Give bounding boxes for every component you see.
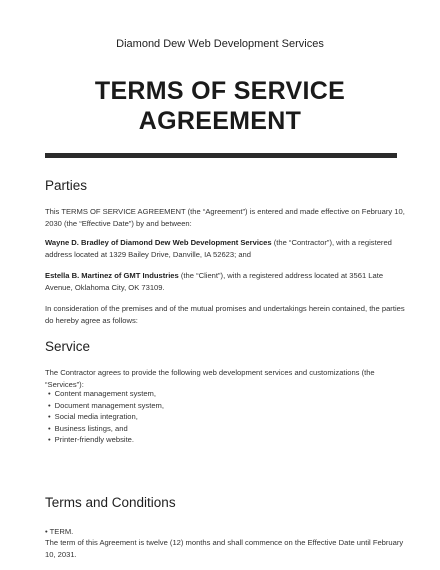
client-paragraph bbox=[45, 270, 407, 293]
client-name: Estella B. Martinez of GMT Industries bbox=[45, 271, 179, 280]
terms-heading: Terms and Conditions bbox=[45, 495, 176, 510]
service-item: • Document management system, bbox=[48, 400, 388, 412]
term-text: The term of this Agreement is twelve (12) months and shall commence on the Effective Date until February 10, 2031. bbox=[45, 538, 404, 559]
title-divider bbox=[45, 153, 397, 158]
contractor-paragraph bbox=[45, 237, 407, 260]
term-label: • TERM. bbox=[45, 527, 74, 536]
consideration-paragraph: In consideration of the premises and of the mutual promises and undertakings herein contained, the parties do hereby agree as follows: bbox=[45, 304, 405, 325]
parties-heading: Parties bbox=[45, 178, 88, 193]
company-name: Diamond Dew Web Development Services bbox=[116, 38, 324, 50]
title-line-1: TERMS OF SERVICE bbox=[94, 77, 346, 105]
service-intro: The Contractor agrees to provide the following web development services and customizations (the “Services”): bbox=[45, 368, 375, 389]
document-title bbox=[0, 76, 440, 136]
service-item: • Content management system, bbox=[48, 388, 388, 400]
parties-intro: This TERMS OF SERVICE AGREEMENT (the “Agreement”) is entered and made effective on February 10, 2030 (the “Effective Date”) by and between: bbox=[45, 207, 405, 228]
service-heading: Service bbox=[45, 339, 91, 354]
contractor-name: Wayne D. Bradley of Diamond Dew Web Development Services bbox=[45, 238, 272, 247]
client-details: (the “Client”), with a registered address located at 3561 Late Avenue, Oklahoma City, OK 73109. bbox=[45, 271, 384, 292]
contractor-details: (the “Contractor”), with a registered address located at 1329 Bailey Drive, Danville, IA 52623; and bbox=[45, 238, 392, 259]
service-item: • Printer-friendly website. bbox=[48, 434, 388, 446]
title-line-2: AGREEMENT bbox=[138, 107, 302, 135]
service-item: • Business listings, and bbox=[48, 423, 388, 435]
service-item: • Social media integration, bbox=[48, 411, 388, 423]
service-list bbox=[48, 388, 388, 446]
